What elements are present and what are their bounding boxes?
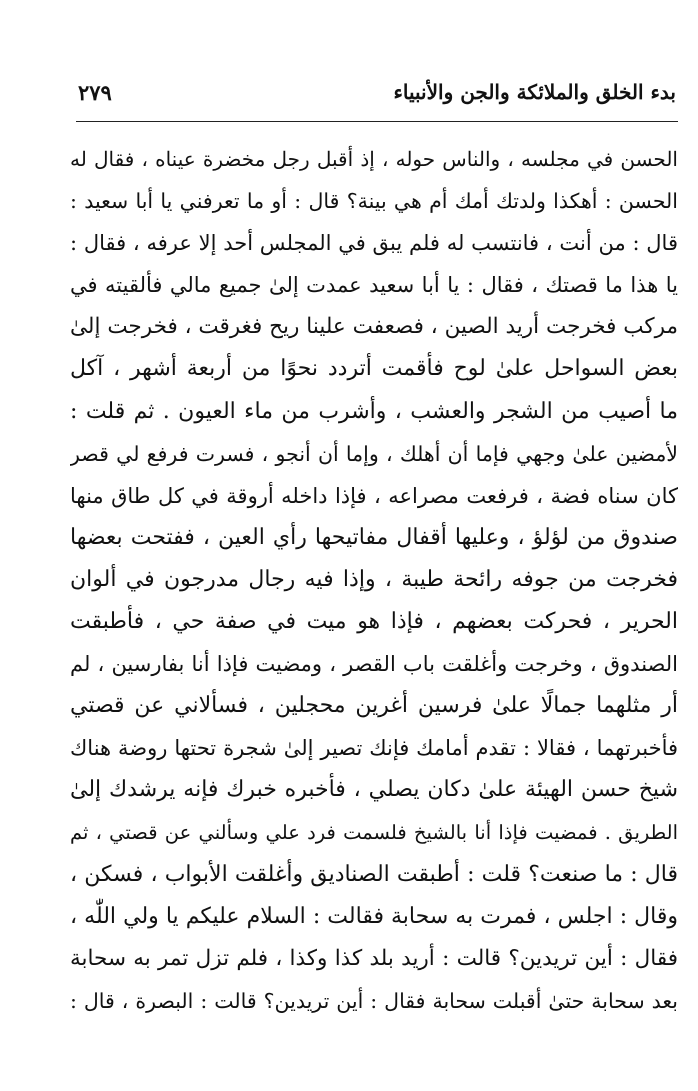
text-line: وقال : اجلس ، فمرت به سحابة فقالت : السلام عليكم يا ولي اللّٰه ،: [70, 903, 678, 929]
page-number: ٢٧٩: [78, 80, 112, 105]
text-line: الصندوق ، وخرجت وأغلقت باب القصر ، ومضيت فإذا أنا بفارسين ، لم: [70, 652, 678, 677]
text-line: الحسن : أهكذا ولدتك أمك أم هي بينة؟ قال : أو ما تعرفني يا أبا سعيد :: [70, 189, 678, 214]
text-line: قال : من أنت ، فانتسب له فلم يبق في المجلس أحد إلا عرفه ، فقال :: [70, 231, 678, 256]
text-line: فخرجت من جوفه رائحة طيبة ، وإذا فيه رجال مدرجون في ألوان: [70, 566, 678, 592]
text-line: الحرير ، فحركت بعضهم ، فإذا هو ميت في صفة حي ، فأطبقت: [70, 609, 678, 635]
text-line: الحسن في مجلسه ، والناس حوله ، إذ أقبل رجل مخضرة عيناه ، فقال له: [70, 147, 678, 171]
text-line: الطريق . فمضيت فإذا أنا بالشيخ فلسمت فرد علي وسألني عن قصتي ، ثم: [70, 820, 678, 844]
text-line: صندوق من لؤلؤ ، وعليها أقفال مفاتيحها رأي العين ، ففتحت بعضها: [70, 524, 678, 550]
text-line: يا هذا ما قصتك ، فقال : يا أبا سعيد عمدت إلىٰ جميع مالي فألقيته في: [70, 273, 678, 298]
page-header: [78, 76, 676, 112]
text-line: فأخبرتهما ، فقالا : تقدم أمامك فإنك تصير إلىٰ شجرة تحتها روضة هناك: [70, 736, 678, 761]
text-line: كان سناه فضة ، فرفعت مصراعه ، فإذا داخله أروقة في كل طاق منها: [70, 483, 678, 508]
header-divider: [76, 121, 678, 122]
text-line: لأمضين علىٰ وجهي فإما أن أهلك ، وإما أن أنجو ، فسرت فرفع لي قصر: [70, 441, 678, 466]
text-line: بعض السواحل علىٰ لوح فأقمت أتردد نحوًا من أربعة أشهر ، آكل: [70, 356, 678, 382]
text-line: مركب فخرجت أريد الصين ، فصعفت علينا ريح فغرقت ، فخرجت إلىٰ: [70, 314, 678, 340]
text-line: أر مثلهما جمالًا علىٰ فرسين أغرين محجلين ، فسألاني عن قصتي: [70, 693, 678, 719]
text-line: بعد سحابة حتىٰ أقبلت سحابة فقال : أين تريدين؟ قالت : البصرة ، قال :: [70, 988, 678, 1013]
text-line: قال : ما صنعت؟ قلت : أطبقت الصناديق وأغلقت الأبواب ، فسكن ،: [70, 861, 678, 887]
running-title: بدء الخلق والملائكة والجن والأنبياء: [393, 80, 676, 104]
text-line: ما أصيب من الشجر والعشب ، وأشرب من ماء العيون . ثم قلت :: [70, 398, 678, 424]
text-line: شيخ حسن الهيئة علىٰ دكان يصلي ، فأخبره خبرك فإنه يرشدك إلىٰ: [70, 777, 678, 803]
text-line: فقال : أين تريدين؟ قالت : أريد بلد كذا وكذا ، فلم تزل تمر به سحابة: [70, 945, 678, 971]
body-text: [70, 138, 678, 1022]
